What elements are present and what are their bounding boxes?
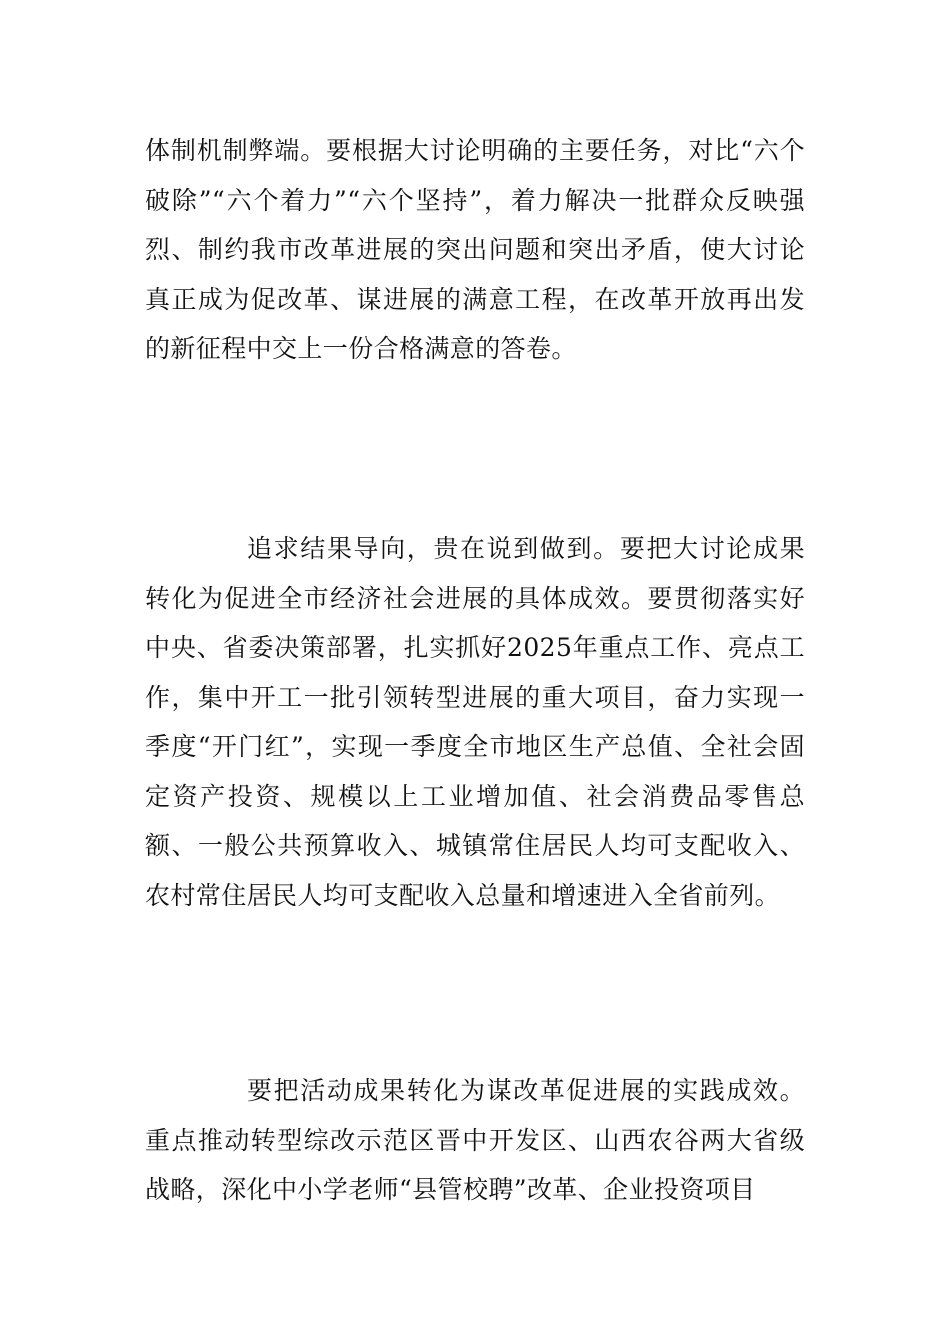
- body-paragraph-2: 追求结果导向，贵在说到做到。要把大讨论成果转化为促进全市经济社会进展的具体成效。要贯彻落实好中央、省委决策部署，扎实抓好2025年重点工作、亮点工作，集中开工一批引领转型进展的重大项目，奋力实现一季度“开门红”，实现一季度全市地区生产总值、全社会固定资产投资、规模以上工业增加值、社会消费品零售总额、一般公共预算收入、城镇常住居民人均可支配收入、农村常住居民人均可支配收入总量和增速进入全省前列。: [145, 534, 805, 910]
- body-paragraph-3: 要把活动成果转化为谋改革促进展的实践成效。重点推动转型综改示范区晋中开发区、山西农谷两大省级战略，深化中小学老师“县管校聘”改革、企业投资项目: [145, 1076, 805, 1204]
- body-paragraph-1: 体制机制弊端。要根据大讨论明确的主要任务，对比“六个破除”“六个着力”“六个坚持”，着力解决一批群众反映强烈、制约我市改革进展的突出问题和突出矛盾，使大讨论真正成为促改革、谋进展的满意工程，在改革开放再出发的新征程中交上一份合格满意的答卷。: [145, 136, 805, 363]
